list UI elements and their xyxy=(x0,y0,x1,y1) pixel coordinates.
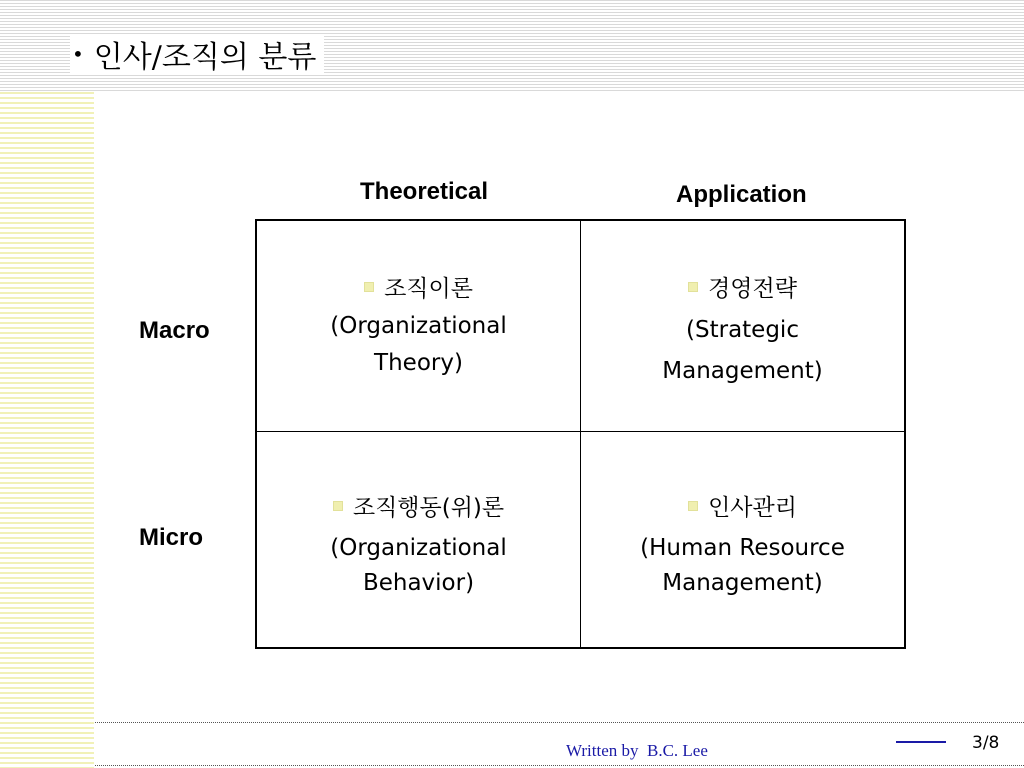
title-bullet: • xyxy=(72,42,84,66)
cell-title-line xyxy=(581,488,904,528)
page-number: 3/8 xyxy=(972,733,1000,753)
cell-title-line xyxy=(257,488,580,528)
square-bullet-icon xyxy=(688,501,698,511)
footer-accent-line xyxy=(896,741,946,743)
column-header-theoretical: Theoretical xyxy=(360,178,489,205)
cell-english-line-1: (Strategic xyxy=(686,317,799,343)
cell-english-line-2: Theory) xyxy=(374,350,463,376)
cell-title-line xyxy=(581,271,904,308)
cell-english-line-1: (Organizational xyxy=(330,535,507,561)
cell-korean-label: 조직이론 xyxy=(384,276,473,302)
row-header-macro: Macro xyxy=(139,317,210,344)
cell-english-line-2: Management) xyxy=(662,358,823,384)
square-bullet-icon xyxy=(364,282,374,292)
square-bullet-icon xyxy=(333,501,343,511)
cell-english-line-1: (Organizational xyxy=(330,313,507,339)
cell-english-line-2: Behavior) xyxy=(362,570,475,596)
title-text: 인사/조직의 분류 xyxy=(93,40,317,75)
cell-korean-label: 인사관리 xyxy=(708,495,797,521)
square-bullet-icon xyxy=(688,282,698,292)
cell-english-line-2: Management) xyxy=(662,570,823,596)
cell-micro-application xyxy=(581,432,904,647)
sidebar-stripe-decoration xyxy=(0,92,94,768)
cell-korean-label: 경영전략 xyxy=(708,276,797,302)
cell-micro-theoretical xyxy=(257,432,581,647)
row-header-micro: Micro xyxy=(139,524,204,551)
cell-macro-theoretical xyxy=(257,221,581,432)
classification-matrix xyxy=(255,219,906,649)
author-credit: Written by B.C. Lee xyxy=(566,741,708,760)
footer-divider-bottom xyxy=(0,765,1024,766)
cell-title-line xyxy=(257,271,580,308)
cell-korean-label: 조직행동(위)론 xyxy=(352,495,505,521)
slide-title xyxy=(70,34,324,74)
cell-english-line-1: (Human Resource xyxy=(640,535,845,561)
footer-stripe-decoration xyxy=(0,722,94,768)
cell-macro-application xyxy=(581,221,904,432)
column-header-application: Application xyxy=(676,181,807,208)
footer-divider-top xyxy=(0,722,1024,723)
